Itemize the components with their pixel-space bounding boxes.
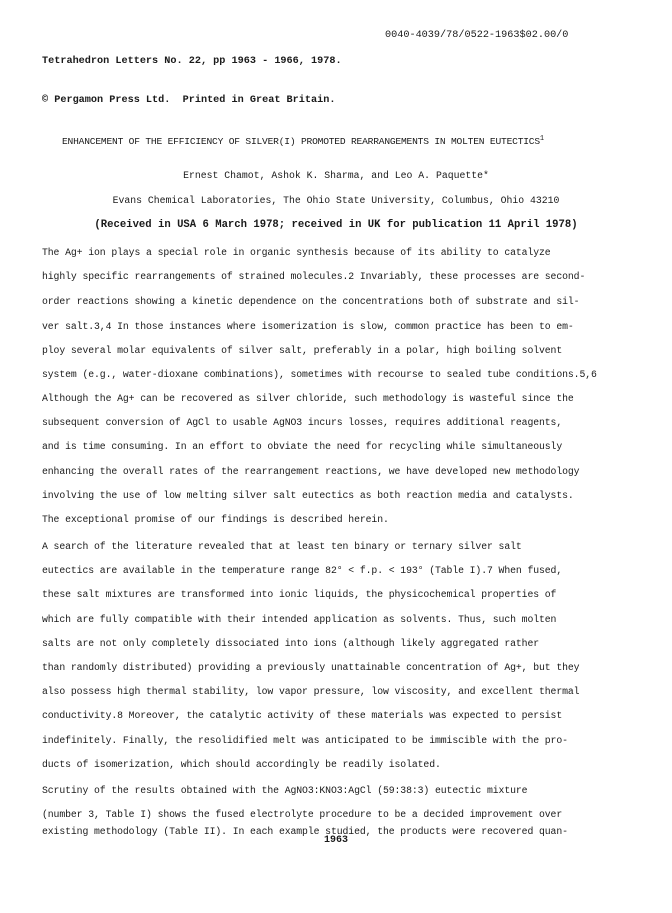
body-line: enhancing the overall rates of the rearrangement reactions, we have developed new methodology xyxy=(42,466,580,477)
body-line: order reactions showing a kinetic dependence on the concentrations both of substrate and sil- xyxy=(42,296,580,307)
body-line: Although the Ag+ can be recovered as silver chloride, such methodology is wasteful since the xyxy=(42,393,574,404)
title-reference: 1 xyxy=(539,134,544,143)
journal-citation xyxy=(42,29,342,133)
body-line: and is time consuming. In an effort to obviate the need for recycling while simultaneously xyxy=(42,441,563,452)
body-line: subsequent conversion of AgCl to usable AgNO3 incurs losses, requires additional reagents, xyxy=(42,417,563,428)
body-line: salts are not only completely dissociated into ions (although likely aggregated rather xyxy=(42,638,540,649)
body-line: involving the use of low melting silver salt eutectics as both reaction media and catalysts. xyxy=(42,490,574,501)
page-number: 1963 xyxy=(323,835,348,846)
body-line: ver salt.3,4 In those instances where isomerization is slow, common practice has been to em- xyxy=(42,321,574,332)
body-line: ducts of isomerization, which should accordingly be readily isolated. xyxy=(42,759,441,770)
body-line: The Ag+ ion plays a special role in organic synthesis because of its ability to catalyze xyxy=(42,247,551,258)
body-line: existing methodology (Table II). In each example studied, the products were recovered quan- xyxy=(42,826,568,837)
body-line: than randomly distributed) providing a previously unattainable concentration of Ag+, but they xyxy=(42,662,580,673)
article-title xyxy=(62,136,622,148)
body-line: also possess high thermal stability, low vapor pressure, low viscosity, and excellent thermal xyxy=(42,686,580,697)
body-line: indefinitely. Finally, the resolidified melt was anticipated to be immiscible with the pro- xyxy=(42,735,568,746)
body-line: A search of the literature revealed that at least ten binary or ternary silver salt xyxy=(42,541,522,552)
title-text: ENHANCEMENT OF THE EFFICIENCY OF SILVER(I) PROMOTED REARRANGEMENTS IN MOLTEN EUTECTICS xyxy=(62,136,540,147)
body-line: Scrutiny of the results obtained with the AgNO3:KNO3:AgCl (59:38:3) eutectic mixture xyxy=(42,785,528,796)
citation-line: Tetrahedron Letters No. 22, pp 1963 - 1966, 1978. xyxy=(42,56,342,67)
body-line: these salt mixtures are transformed into ionic liquids, the physicochemical properties of xyxy=(42,589,557,600)
body-line: The exceptional promise of our findings is described herein. xyxy=(42,514,389,525)
body-line: which are fully compatible with their intended application as solvents. Thus, such molten xyxy=(42,614,557,625)
body-line: ploy several molar equivalents of silver salt, preferably in a polar, high boiling solvent xyxy=(42,345,563,356)
copyright-line: © Pergamon Press Ltd. Printed in Great Britain. xyxy=(42,95,336,106)
article-code: 0040-4039/78/0522-1963$02.00/0 xyxy=(385,30,569,41)
body-line: system (e.g., water-dioxane combinations), sometimes with recourse to sealed tube conditions.5,6 xyxy=(42,369,597,380)
body-line: conductivity.8 Moreover, the catalytic activity of these materials was expected to persist xyxy=(42,710,563,721)
affiliation: Evans Chemical Laboratories, The Ohio State University, Columbus, Ohio 43210 xyxy=(112,195,560,206)
body-line: highly specific rearrangements of strained molecules.2 Invariably, these processes are second- xyxy=(42,271,586,282)
body-line: eutectics are available in the temperature range 82° < f.p. < 193° (Table I).7 When fused, xyxy=(42,565,563,576)
authors: Ernest Chamot, Ashok K. Sharma, and Leo A. Paquette* xyxy=(183,170,489,181)
received-dates: (Received in USA 6 March 1978; received in UK for publication 11 April 1978) xyxy=(94,219,578,231)
body-line: (number 3, Table I) shows the fused electrolyte procedure to be a decided improvement over xyxy=(42,809,563,820)
